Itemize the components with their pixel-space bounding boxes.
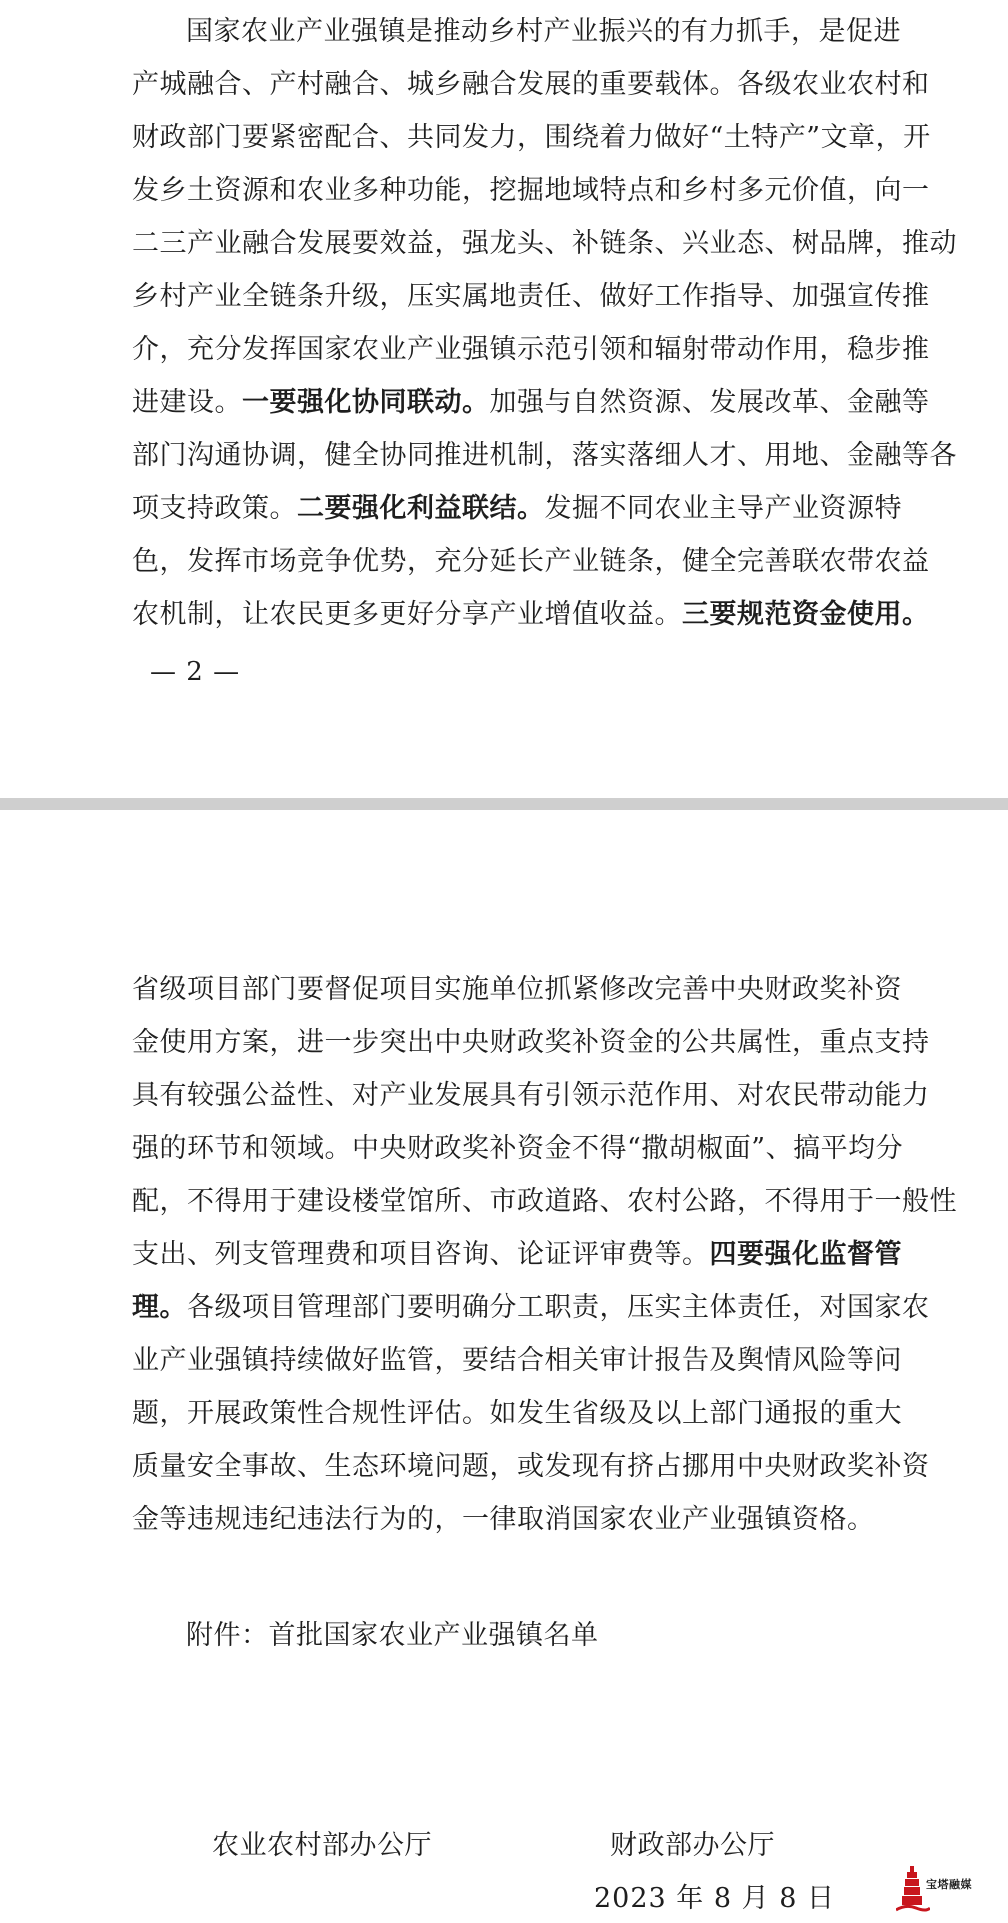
paragraph-line: 题，开展政策性合规性评估。如发生省级及以上部门通报的重大 xyxy=(132,1398,902,1429)
paragraph-line: 乡村产业全链条升级，压实属地责任、做好工作指导、加强宣传推 xyxy=(132,281,930,312)
paragraph-line: 产城融合、产村融合、城乡融合发展的重要载体。各级农业农村和 xyxy=(132,69,930,100)
paragraph-line: 强的环节和领域。中央财政奖补资金不得“撒胡椒面”、搞平均分 xyxy=(132,1133,904,1164)
emphasis-heading: 三要规范资金使用。 xyxy=(682,599,930,630)
paragraph-line: 部门沟通协调，健全协同推进机制，落实落细人才、用地、金融等各 xyxy=(132,440,957,471)
attachment-note: 附件：首批国家农业产业强镇名单 xyxy=(186,1620,599,1651)
paragraph-line: 财政部门要紧密配合、共同发力，围绕着力做好“土特产”文章，开 xyxy=(132,122,931,153)
paragraph-line: 金等违规违纪违法行为的，一律取消国家农业产业强镇资格。 xyxy=(132,1504,875,1535)
paragraph-line: 理。各级项目管理部门要明确分工职责，压实主体责任，对国家农 xyxy=(132,1292,930,1323)
paragraph-line: 质量安全事故、生态环境问题，或发现有挤占挪用中央财政奖补资 xyxy=(132,1451,930,1482)
paragraph-line: 发乡土资源和农业多种功能，挖掘地域特点和乡村多元价值，向一 xyxy=(132,175,930,206)
emphasis-heading: 理。 xyxy=(132,1292,187,1323)
document-page-2 xyxy=(0,0,1008,798)
paragraph-line: 进建设。一要强化协同联动。加强与自然资源、发展改革、金融等 xyxy=(132,387,930,418)
emphasis-heading: 四要强化监督管 xyxy=(709,1239,902,1270)
emphasis-heading: 一要强化协同联动。 xyxy=(242,387,490,418)
watermark-logo xyxy=(896,1862,996,1914)
paragraph-line: 配，不得用于建设楼堂馆所、市政道路、农村公路，不得用于一般性 xyxy=(132,1186,957,1217)
watermark-text: 宝塔融媒 xyxy=(926,1878,972,1891)
paragraph-line: 项支持政策。二要强化利益联结。发掘不同农业主导产业资源特 xyxy=(132,493,902,524)
signer-agriculture-ministry: 农业农村部办公厅 xyxy=(212,1830,432,1861)
paragraph-line: 色，发挥市场竞争优势，充分延长产业链条，健全完善联农带农益 xyxy=(132,546,930,577)
paragraph-line: 介，充分发挥国家农业产业强镇示范引领和辐射带动作用，稳步推 xyxy=(132,334,930,365)
issue-date: 2023 年 8 月 8 日 xyxy=(594,1883,835,1914)
signer-finance-ministry: 财政部办公厅 xyxy=(610,1830,775,1861)
paragraph-line: 省级项目部门要督促项目实施单位抓紧修改完善中央财政奖补资 xyxy=(132,974,902,1005)
page-number: — 2 — xyxy=(150,657,241,687)
paragraph-line: 农机制，让农民更多更好分享产业增值收益。三要规范资金使用。 xyxy=(132,599,930,630)
paragraph-line: 国家农业产业强镇是推动乡村产业振兴的有力抓手，是促进 xyxy=(186,16,901,47)
paragraph-line: 支出、列支管理费和项目咨询、论证评审费等。四要强化监督管 xyxy=(132,1239,902,1270)
paragraph-line: 业产业强镇持续做好监管，要结合相关审计报告及舆情风险等问 xyxy=(132,1345,902,1376)
paragraph-line: 二三产业融合发展要效益，强龙头、补链条、兴业态、树品牌，推动 xyxy=(132,228,957,259)
emphasis-heading: 二要强化利益联结。 xyxy=(297,493,545,524)
paragraph-line: 具有较强公益性、对产业发展具有引领示范作用、对农民带动能力 xyxy=(132,1080,930,1111)
page-separator xyxy=(0,798,1008,810)
pagoda-icon xyxy=(896,1862,930,1914)
paragraph-line: 金使用方案，进一步突出中央财政奖补资金的公共属性，重点支持 xyxy=(132,1027,930,1058)
